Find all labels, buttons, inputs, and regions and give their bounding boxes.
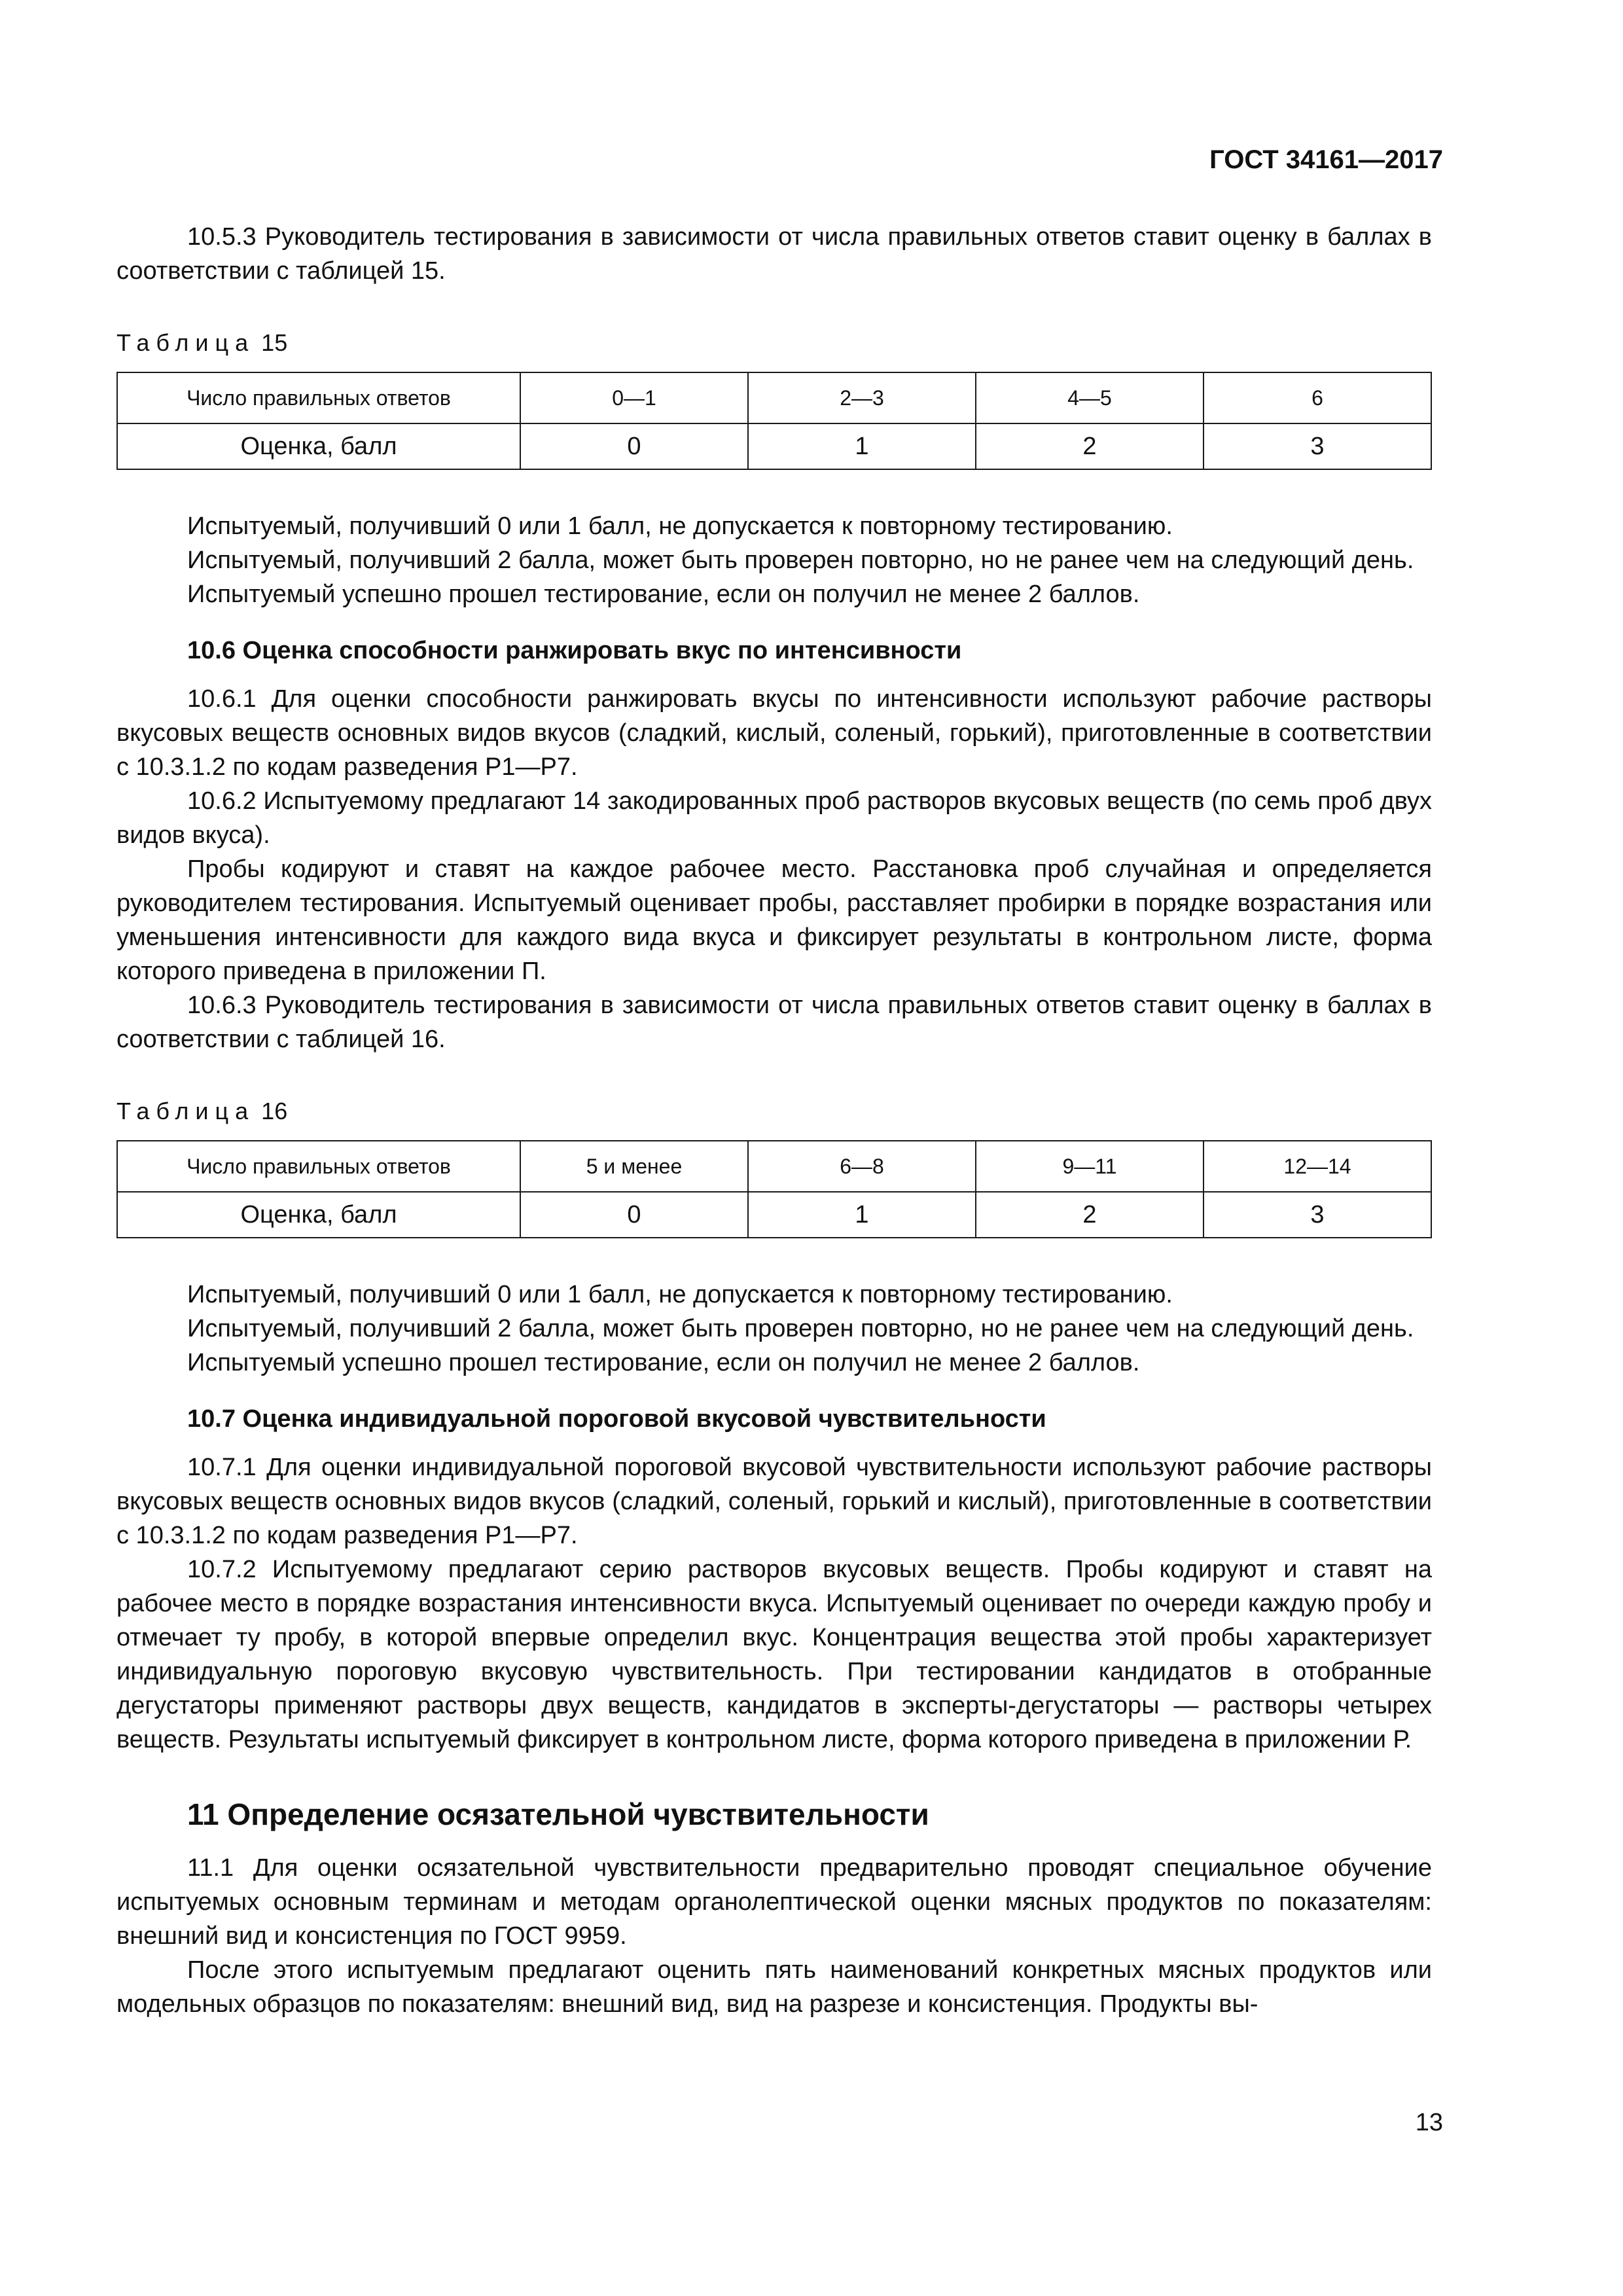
- table-caption-number: 16: [261, 1098, 288, 1124]
- paragraph: Пробы кодируют и ставят на каждое рабочее место. Расстановка проб случайная и определяется руководителем тестирования. Испытуемый оценивает пробы, расставляет пробирки в порядке возрастания или уменьшения интенсивности для каждого вида вкуса и фиксирует результаты в контрольном листе, форма которого приведена в приложении П.: [116, 855, 1432, 985]
- table-caption-word: Таблица: [116, 329, 255, 356]
- table-row: [117, 423, 1431, 469]
- table-caption-number: 15: [261, 329, 288, 356]
- paragraph: 10.7.2 Испытуемому предлагают серию растворов вкусовых веществ. Пробы кодируют и ставят на рабочее место в порядке возрастания интенсивности вкуса. Испытуемый оценивает по очереди каждую пробу и отмечает ту пробу, в которой впервые определил вкус. Концентрация вещества этой пробы характеризует индивидуальную пороговую вкусовую чувствительность. При тестировании кандидатов в отобранные дегустаторы применяют растворы двух веществ, кандидатов в эксперты-дегустаторы — растворы четырех веществ. Результаты испытуемый фиксирует в контрольном листе, форма которого приведена в приложении Р.: [116, 1556, 1432, 1753]
- paragraph-10-5-3: 10.5.3 Руководитель тестирования в зависимости от числа правильных ответов ставит оценку в баллах в соответствии с таблицей 15.: [116, 223, 1432, 285]
- section-heading-10-6: 10.6 Оценка способности ранжировать вкус по интенсивности: [187, 637, 962, 664]
- paragraph: Испытуемый успешно прошел тестирование, если он получил не менее 2 баллов.: [187, 1349, 1140, 1376]
- spacer: [116, 1238, 1432, 1278]
- section-heading-11: 11 Определение осязательной чувствительности: [187, 1797, 929, 1831]
- paragraph: Испытуемый, получивший 0 или 1 балл, не допускается к повторному тестированию.: [187, 512, 1173, 540]
- table-cell: 0: [520, 1192, 748, 1238]
- table-15: [116, 372, 1432, 470]
- spacer: [116, 470, 1432, 509]
- table-row-label: Оценка, балл: [117, 1192, 520, 1238]
- section-heading-10-7: 10.7 Оценка индивидуальной пороговой вкусовой чувствительности: [187, 1405, 1046, 1433]
- paragraph: 11.1 Для оценки осязательной чувствительности предварительно проводят специальное обучение испытуемых основным терминам и методам органолептической оценки мясных продуктов по показателям: внешний вид и консистенция по ГОСТ 9959.: [116, 1854, 1432, 1950]
- paragraph: 10.7.1 Для оценки индивидуальной пороговой вкусовой чувствительности используют рабочие растворы вкусовых веществ основных видов вкусов (сладкий, соленый, горький и кислый), приготовленные в соответствии с 10.3.1.2 по кодам разведения Р1—Р7.: [116, 1454, 1432, 1549]
- table-16-caption: [116, 1094, 1432, 1128]
- table-cell: 2: [976, 1192, 1204, 1238]
- table-caption-word: Таблица: [116, 1098, 255, 1124]
- paragraph: 10.6.3 Руководитель тестирования в зависимости от числа правильных ответов ставит оценку в баллах в соответствии с таблицей 16.: [116, 992, 1432, 1053]
- document-header: ГОСТ 34161—2017: [1209, 145, 1443, 174]
- table-header-cell: 5 и менее: [520, 1141, 748, 1192]
- paragraph: Испытуемый, получивший 2 балла, может быть проверен повторно, но не ранее чем на следующий день.: [187, 547, 1414, 574]
- table-header-row: [117, 372, 1431, 423]
- table-cell: 1: [748, 423, 976, 469]
- table-header-row: [117, 1141, 1431, 1192]
- table-header-cell: 0—1: [520, 372, 748, 423]
- table-header-cell: 9—11: [976, 1141, 1204, 1192]
- table-cell: 3: [1204, 1192, 1431, 1238]
- table-row-label: Оценка, балл: [117, 423, 520, 469]
- table-cell: 0: [520, 423, 748, 469]
- table-row: [117, 1192, 1431, 1238]
- table-cell: 3: [1204, 423, 1431, 469]
- table-16: [116, 1140, 1432, 1238]
- table-header-label: Число правильных ответов: [117, 372, 520, 423]
- table-header-cell: 4—5: [976, 372, 1204, 423]
- document-body: [116, 220, 1432, 2021]
- paragraph: 10.6.1 Для оценки способности ранжировать вкусы по интенсивности используют рабочие растворы вкусовых веществ основных видов вкусов (сладкий, кислый, соленый, горький), приготовленные в соответствии с 10.3.1.2 по кодам разведения Р1—Р7.: [116, 685, 1432, 781]
- page-number: 13: [1415, 2109, 1443, 2136]
- table-header-cell: 2—3: [748, 372, 976, 423]
- table-header-cell: 12—14: [1204, 1141, 1431, 1192]
- table-header-label: Число правильных ответов: [117, 1141, 520, 1192]
- table-header-cell: 6: [1204, 372, 1431, 423]
- paragraph: Испытуемый, получивший 2 балла, может быть проверен повторно, но не ранее чем на следующий день.: [187, 1315, 1414, 1342]
- table-header-cell: 6—8: [748, 1141, 976, 1192]
- table-cell: 2: [976, 423, 1204, 469]
- paragraph: Испытуемый успешно прошел тестирование, если он получил не менее 2 баллов.: [187, 581, 1140, 608]
- paragraph: После этого испытуемым предлагают оценить пять наименований конкретных мясных продуктов или модельных образцов по показателям: внешний вид, вид на разрезе и консистенция. Продукты вы-: [116, 1956, 1432, 2018]
- table-15-caption: [116, 326, 1432, 360]
- paragraph: 10.6.2 Испытуемому предлагают 14 закодированных проб растворов вкусовых веществ (по семь проб двух видов вкуса).: [116, 787, 1432, 849]
- table-cell: 1: [748, 1192, 976, 1238]
- paragraph: Испытуемый, получивший 0 или 1 балл, не допускается к повторному тестированию.: [187, 1281, 1173, 1308]
